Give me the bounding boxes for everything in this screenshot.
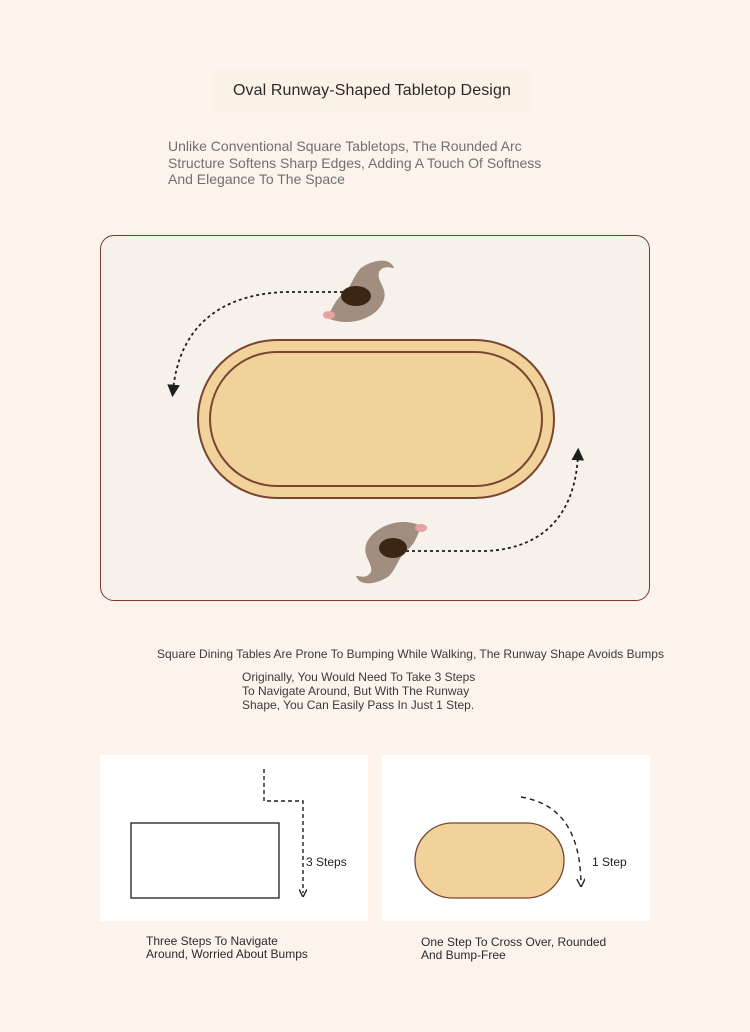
description-line-2: To Navigate Around, But With The Runway — [242, 684, 470, 698]
one-step-label: 1 Step — [592, 855, 627, 869]
oval-table-panel — [382, 755, 650, 921]
illustration-svg — [101, 236, 650, 601]
description-line-3: Shape, You Can Easily Pass In Just 1 Step. — [242, 698, 475, 712]
intro-line-3: And Elegance To The Space — [168, 171, 345, 187]
oval-caption-line-2: And Bump-Free — [421, 948, 506, 962]
comparison-description — [242, 670, 475, 712]
comparison-heading: Square Dining Tables Are Prone To Bumping While Walking, The Runway Shape Avoids Bumps — [157, 647, 664, 661]
table-illustration — [100, 235, 650, 601]
oval-caption-line-1: One Step To Cross Over, Rounded — [421, 935, 607, 949]
intro-text — [168, 138, 578, 188]
intro-line-1: Unlike Conventional Square Tabletops, The Rounded Arc — [168, 138, 522, 154]
oval-table-icon — [415, 823, 564, 898]
square-route-diagram — [100, 755, 368, 921]
walking-person-bottom-icon — [356, 522, 427, 583]
walking-person-top-icon — [323, 261, 394, 322]
oval-table-icon — [198, 340, 554, 498]
description-line-1: Originally, You Would Need To Take 3 Steps — [242, 670, 476, 684]
intro-line-2: Structure Softens Sharp Edges, Adding A Touch Of Softness — [168, 154, 542, 171]
page-title: Oval Runway-Shaped Tabletop Design — [213, 70, 531, 112]
square-table-panel — [100, 755, 368, 921]
three-steps-label: 3 Steps — [306, 855, 347, 869]
square-caption-line-1: Three Steps To Navigate — [146, 934, 278, 948]
square-caption — [146, 935, 308, 961]
oval-caption — [421, 936, 606, 962]
square-caption-line-2: Around, Worried About Bumps — [146, 947, 308, 961]
square-table-icon — [131, 823, 279, 898]
oval-route-diagram — [382, 755, 650, 921]
